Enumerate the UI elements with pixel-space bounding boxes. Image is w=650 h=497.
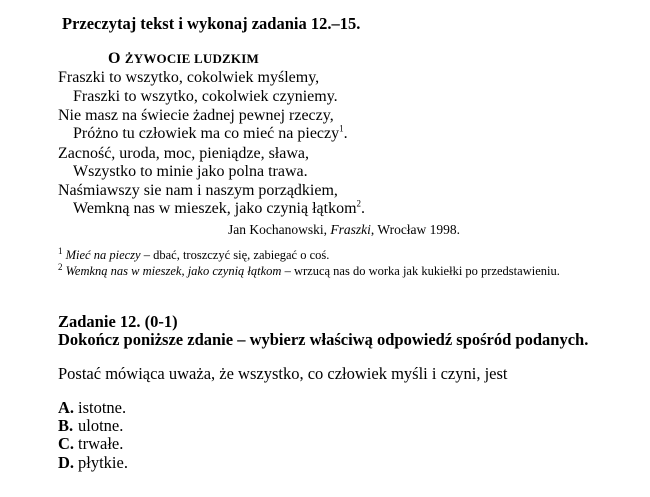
- option-c[interactable]: [58, 434, 123, 454]
- footnote-ref-2: 2: [356, 198, 362, 209]
- footnote-1-explanation: – dbać, troszczyć się, zabiegać o coś.: [140, 248, 330, 262]
- option-c-letter: C.: [58, 434, 75, 453]
- option-b[interactable]: [58, 416, 123, 436]
- poem-line-2: Fraszki to wszytko, cokolwiek czyniemy.: [73, 88, 338, 105]
- option-d-text: płytkie.: [78, 453, 128, 472]
- poem-line-4-text: Próżno tu człowiek ma co mieć na pieczy: [73, 125, 340, 142]
- poem-line-3: Nie masz na świecie żadnej pewnej rzeczy,: [58, 107, 334, 124]
- source-work: Fraszki: [330, 222, 371, 237]
- poem-line-4: Próżno tu człowiek ma co mieć na pieczy$^1$.: [73, 123, 348, 142]
- footnote-2-mark: 2: [58, 261, 63, 272]
- poem-line-8-text: Wemkną nas w mieszek, jako czynią łątkom: [73, 200, 357, 217]
- poem-line-5: Zacność, uroda, moc, pieniądze, sława,: [58, 145, 310, 162]
- option-d-letter: D.: [58, 453, 75, 472]
- task-question: Postać mówiąca uważa, że wszystko, co człowiek myśli i czyni, jest: [58, 364, 508, 383]
- option-a[interactable]: [58, 398, 126, 418]
- task-instruction: Dokończ poniższe zdanie – wybierz właściwą odpowiedź spośród podanych.: [58, 330, 589, 349]
- option-b-letter: B.: [58, 416, 74, 435]
- source-author: Jan Kochanowski,: [228, 222, 331, 237]
- footnote-2-explanation: – wrzucą nas do worka jak kukiełki po przedstawieniu.: [281, 264, 560, 278]
- footnote-1-mark: 1: [58, 245, 63, 256]
- poem-title-initial: O: [108, 50, 125, 67]
- option-a-letter: A.: [58, 398, 75, 417]
- poem-line-1: Fraszki to wszytko, cokolwiek myślemy,: [58, 69, 320, 86]
- poem-line-7: Naśmiawszy sie nam i naszym porządkiem,: [58, 182, 338, 199]
- option-c-text: trwałe.: [78, 434, 124, 453]
- footnote-2-term: Wemkną nas w mieszek, jako czynią łątkom: [65, 264, 282, 278]
- page-heading: Przeczytaj tekst i wykonaj zadania 12.–15.: [62, 14, 361, 33]
- poem-title-rest: ŻYWOCIE LUDZKIM: [124, 51, 259, 66]
- footnote-ref-1: 1: [339, 123, 344, 134]
- footnote-2: [58, 261, 560, 279]
- source-place: , Wrocław 1998.: [370, 222, 461, 237]
- footnote-1-term: Mieć na pieczy: [65, 248, 141, 262]
- task-title: Zadanie 12. (0-1): [58, 312, 178, 331]
- poem-source: [228, 222, 460, 238]
- option-b-text: ulotne.: [78, 416, 124, 435]
- footnote-1: [58, 245, 330, 263]
- poem-title: [108, 50, 259, 68]
- poem-line-6: Wszystko to minie jako polna trawa.: [73, 163, 308, 180]
- poem-line-8: Wemkną nas w mieszek, jako czynią łątkom$^2$.: [73, 198, 366, 217]
- option-d[interactable]: [58, 453, 128, 473]
- option-a-text: istotne.: [78, 398, 127, 417]
